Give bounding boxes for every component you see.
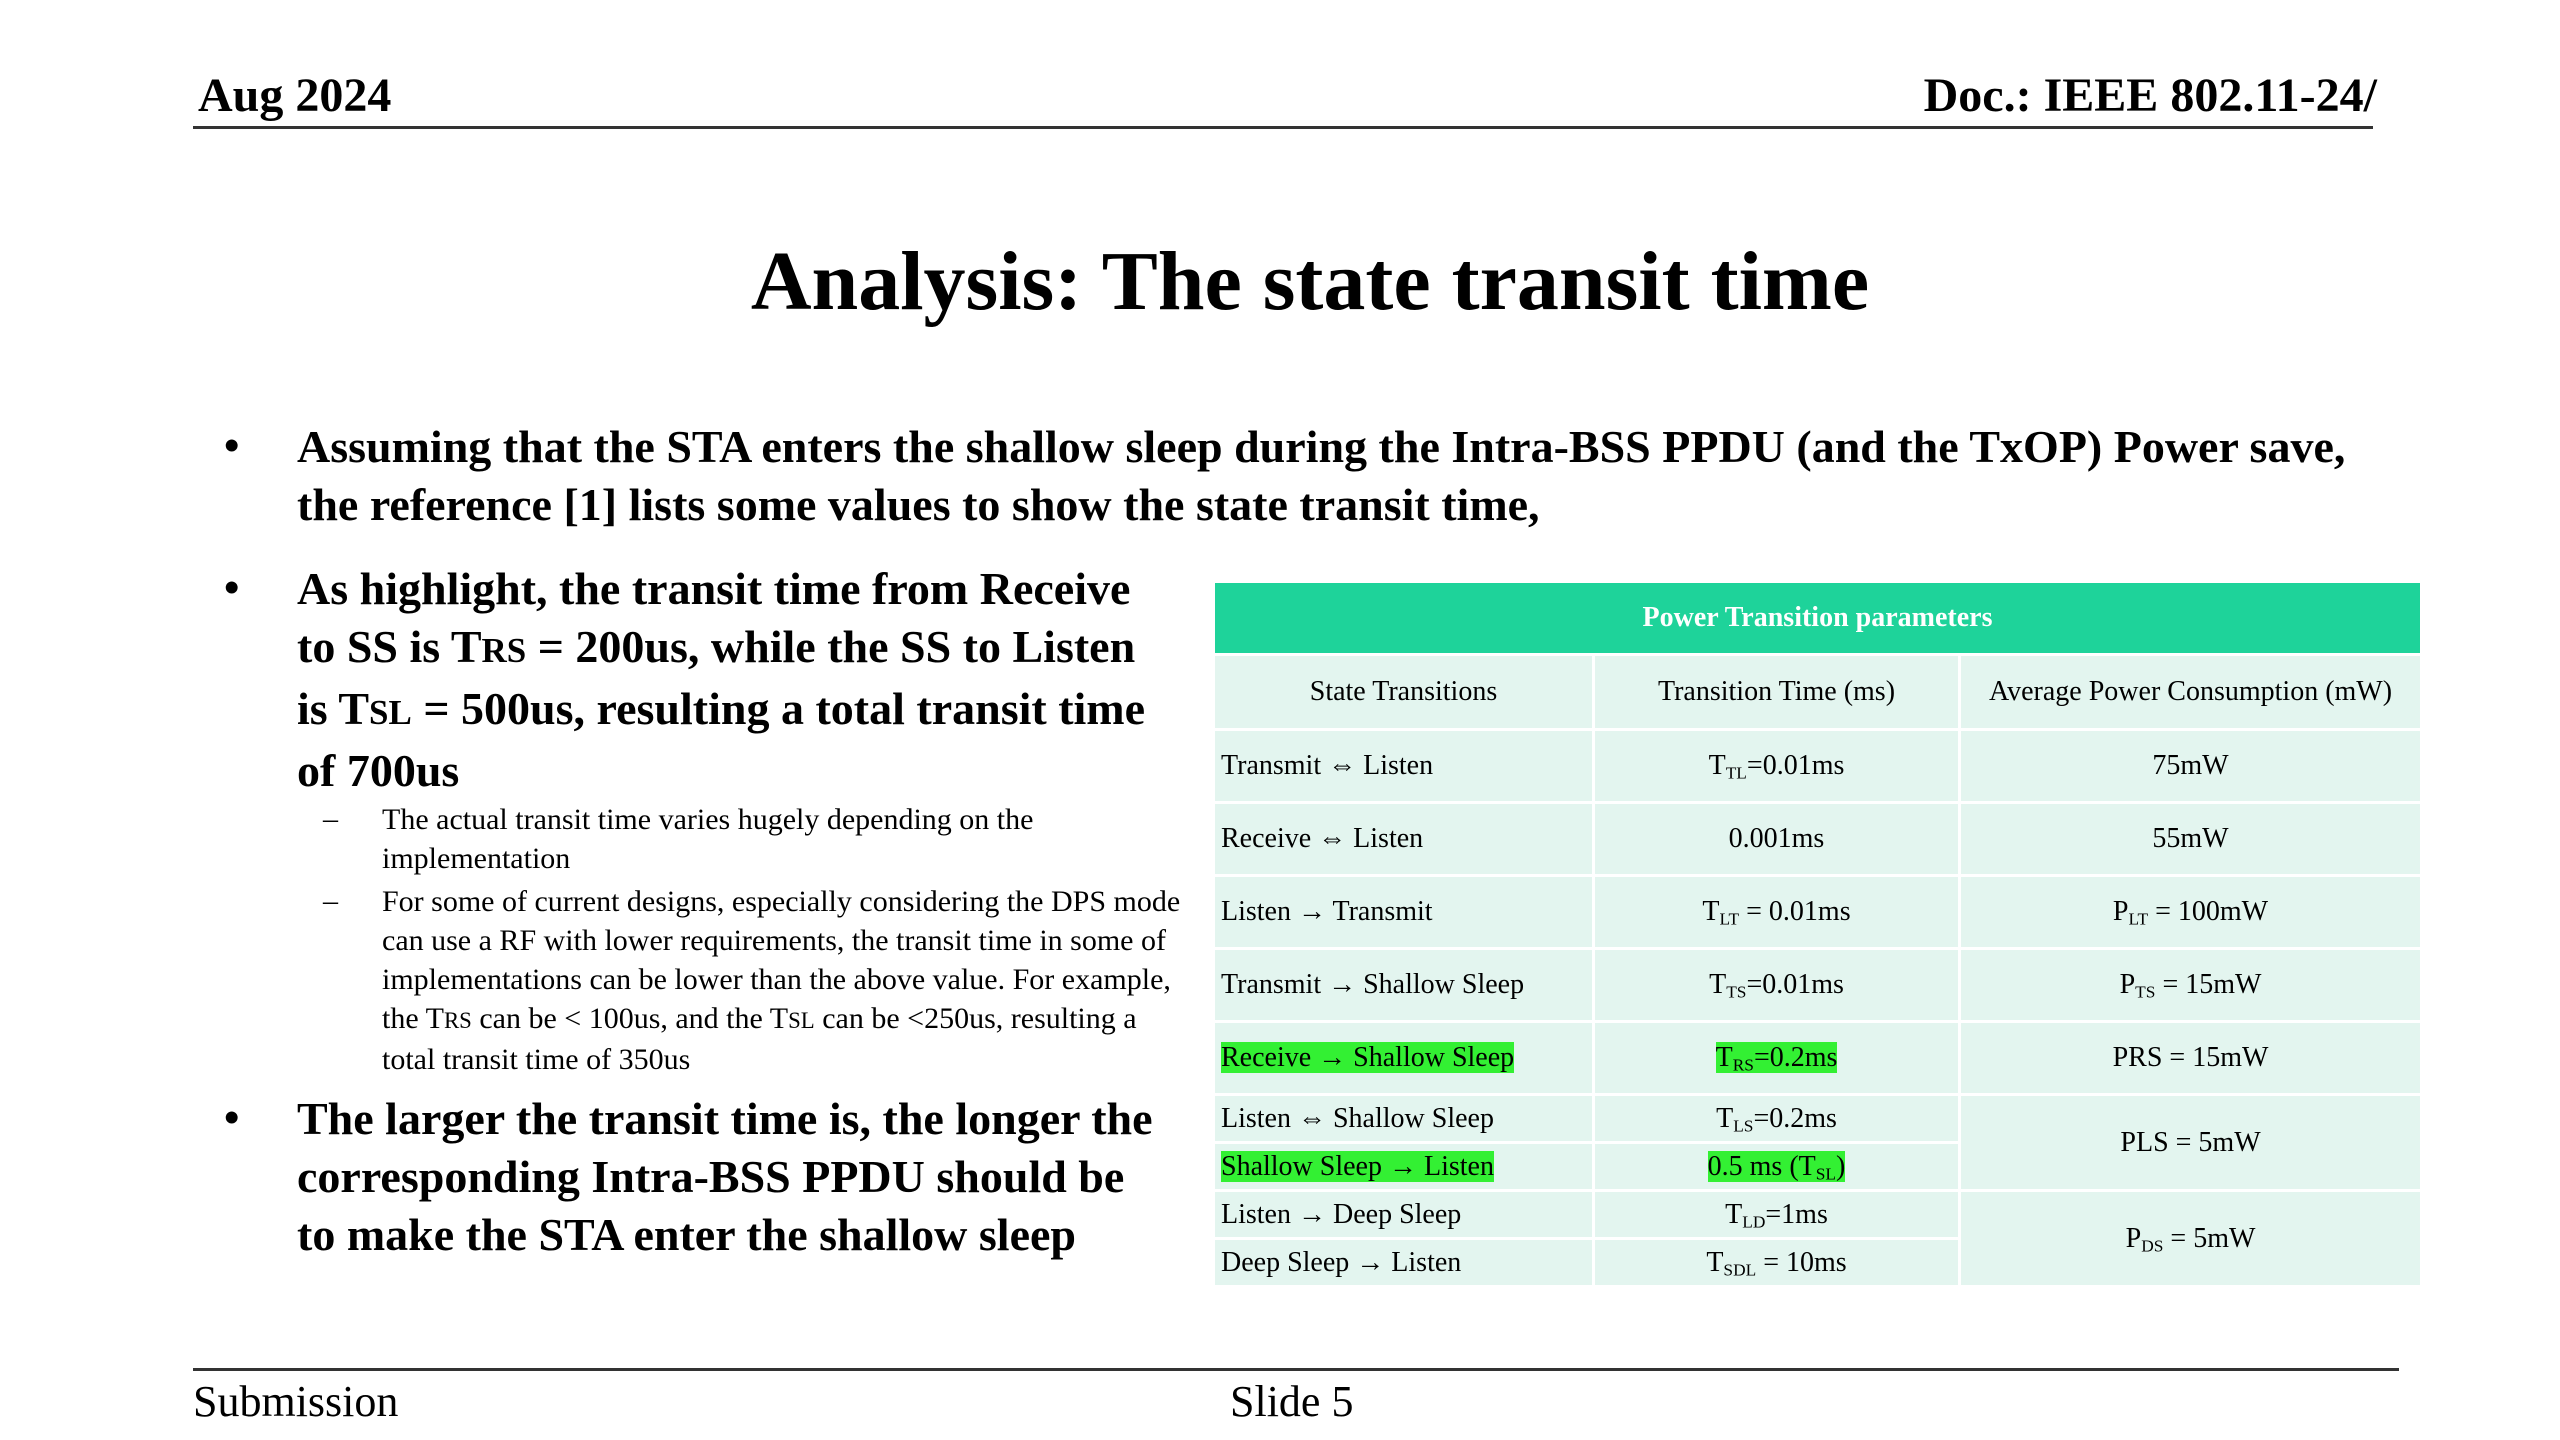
cell-state: Listen ⇔ Shallow Sleep	[1214, 1095, 1594, 1143]
header-doc-number: Doc.: IEEE 802.11-24/	[1923, 69, 2377, 122]
cell-power: PRS = 15mW	[1960, 1022, 2422, 1095]
footer-rule	[193, 1368, 2399, 1371]
table-row	[1214, 1191, 2422, 1239]
slide-title: Analysis: The state transit time	[750, 235, 1870, 328]
cell-state: Listen → Transmit	[1214, 876, 1594, 949]
table-caption: Power Transition parameters	[1214, 582, 2422, 655]
cell-state	[1214, 1143, 1594, 1191]
cell-state	[1214, 1022, 1594, 1095]
cell-state: Transmit ⇔ Listen	[1214, 730, 1594, 803]
highlight-mark: Shallow Sleep → Listen	[1221, 1150, 1494, 1182]
cell-state: Receive ⇔ Listen	[1214, 803, 1594, 876]
column-header: Transition Time (ms)	[1594, 655, 1960, 730]
bullet-highlight: As highlight, the transit time from Receive to SS is TRS = 200us, while the SS to Listen is TSL = 500us, resulting a total transit time of 700us	[297, 563, 1146, 796]
cell-time: $T_{SDL} = 10ms$	[1594, 1239, 1960, 1287]
cell-power: PLS = 5mW	[1960, 1095, 2422, 1191]
cell-power: $P_{DS} = 5mW$	[1960, 1191, 2422, 1287]
footer-submission: Submission	[193, 1377, 399, 1426]
cell-power: $P_{LT} = 100mW$	[1960, 876, 2422, 949]
column-header: Average Power Consumption (mW)	[1960, 655, 2422, 730]
cell-time: $T_{TS}=0.01ms$	[1594, 949, 1960, 1022]
cell-time: $T_{LD}=1ms$	[1594, 1191, 1960, 1239]
table-row	[1214, 876, 2422, 949]
highlight-mark: 0.5 ms $(T_{SL})$	[1707, 1150, 1846, 1183]
cell-time: $T_{LS}=0.2ms$	[1594, 1095, 1960, 1143]
slide-number: Slide 5	[1230, 1377, 1354, 1426]
table-row	[1214, 1095, 2422, 1143]
header-rule	[193, 126, 2373, 129]
bullet-marker: •	[224, 1093, 240, 1142]
cell-state: Deep Sleep → Listen	[1214, 1239, 1594, 1287]
highlight-mark: $T_{RS}=0.2ms$	[1715, 1042, 1838, 1075]
cell-state: Transmit → Shallow Sleep	[1214, 949, 1594, 1022]
table-row	[1214, 803, 2422, 876]
header-date: Aug 2024	[198, 69, 392, 122]
bullet-marker: •	[224, 563, 240, 612]
cell-time	[1594, 1143, 1960, 1191]
sub-bullet-variation: The actual transit time varies hugely depending on the implementation	[382, 803, 1034, 875]
table-row-highlighted	[1214, 1022, 2422, 1095]
cell-time	[1594, 1022, 1960, 1095]
cell-power: $P_{TS} = 15mW$	[1960, 949, 2422, 1022]
sub-bullet-marker: –	[323, 884, 338, 917]
cell-time: $T_{TL}=0.01ms$	[1594, 730, 1960, 803]
cell-time: 0.001ms	[1594, 803, 1960, 876]
bullet-marker: •	[224, 421, 240, 470]
highlight-mark: Receive → Shallow Sleep	[1221, 1042, 1515, 1073]
sub-bullet-marker: –	[323, 802, 338, 835]
cell-power: 55mW	[1960, 803, 2422, 876]
bullet-assumption: Assuming that the STA enters the shallow sleep during the Intra-BSS PPDU (and the TxOP) Power save, the reference [1] lists some values to show the state transit time,	[297, 421, 2346, 530]
power-transition-table	[1212, 580, 2420, 1288]
sub-bullet-designs: For some of current designs, especially considering the DPS mode can use a RF with lower requirements, the transit time in some of implementations can be lower than the above value. For example, the TRS can be < 100us, and the TSL can be <250us, resulting a total transit time of 350us	[382, 885, 1181, 1076]
bullet-conclusion: The larger the transit time is, the longer the corresponding Intra-BSS PPDU should be to make the STA enter the shallow sleep	[297, 1093, 1153, 1260]
column-header: State Transitions	[1214, 655, 1594, 730]
table-row	[1214, 949, 2422, 1022]
table-row	[1214, 730, 2422, 803]
cell-state: Listen → Deep Sleep	[1214, 1191, 1594, 1239]
cell-time: $T_{LT} = 0.01ms$	[1594, 876, 1960, 949]
cell-power: 75mW	[1960, 730, 2422, 803]
